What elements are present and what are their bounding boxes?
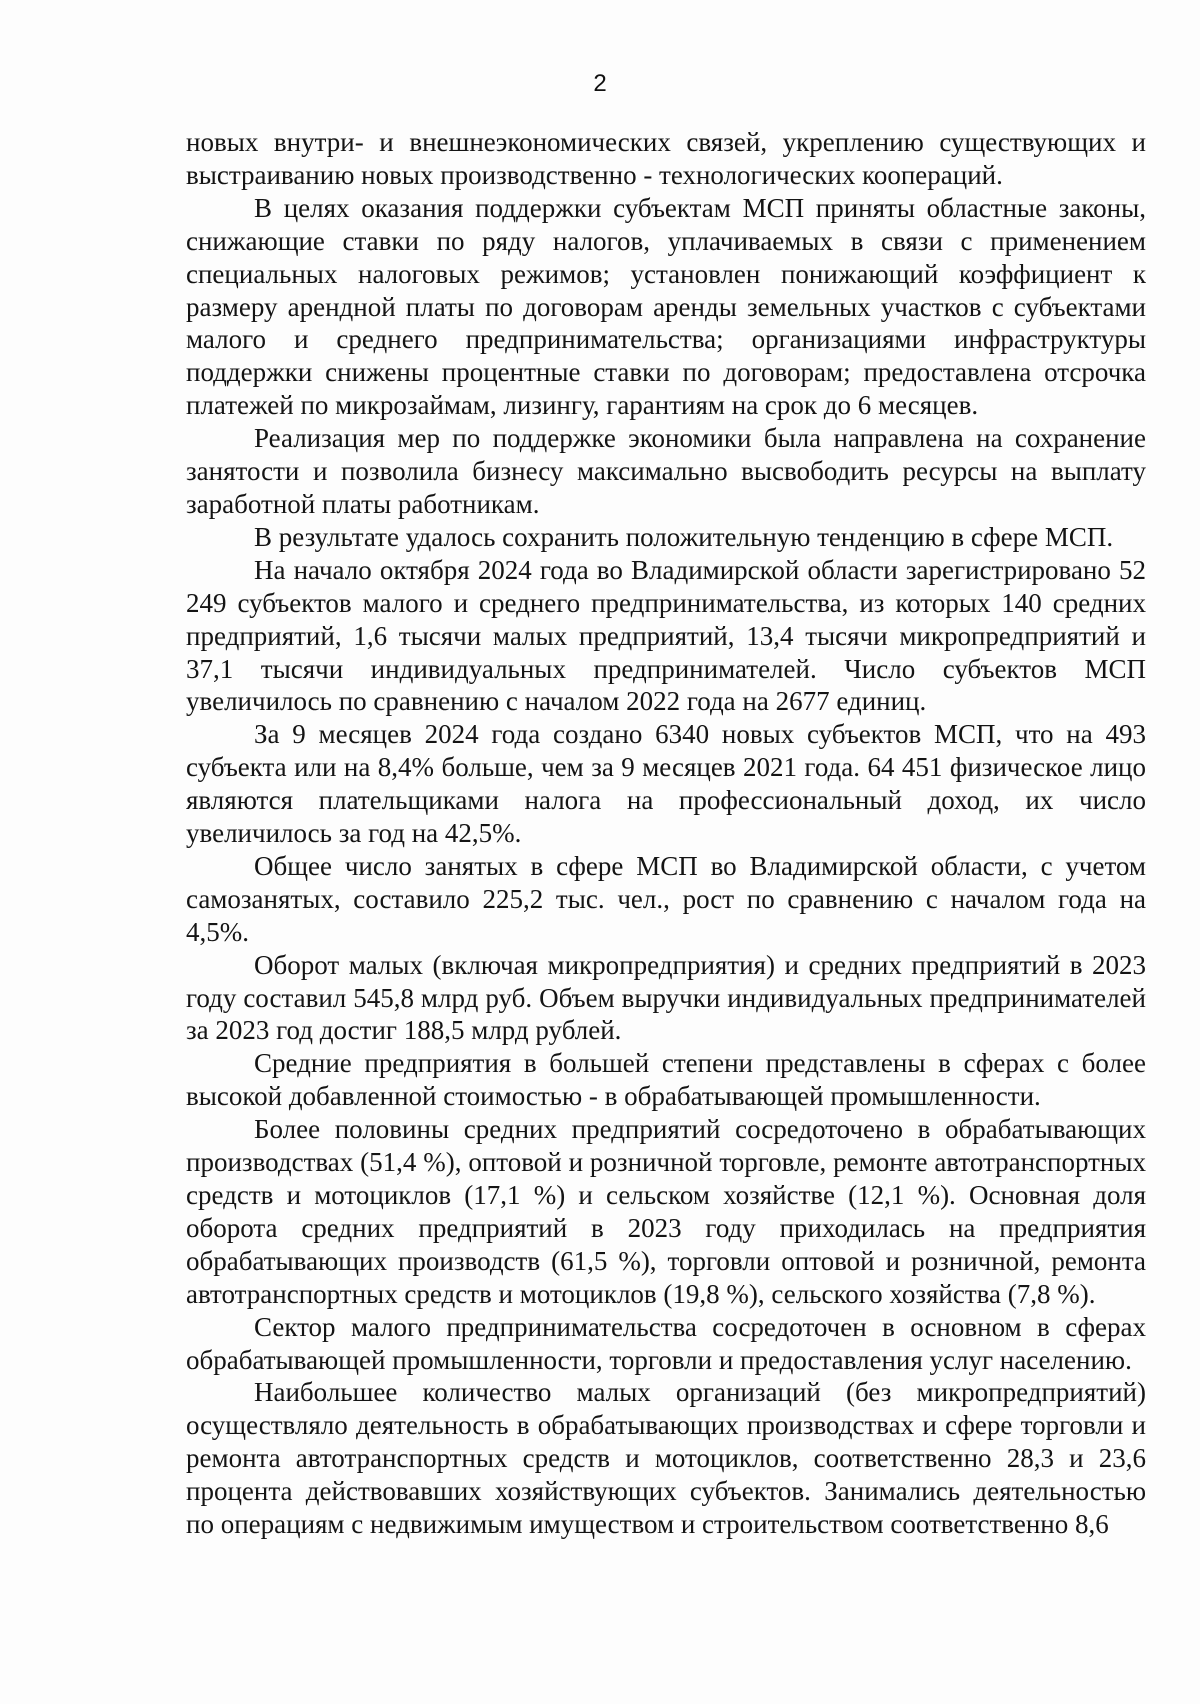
paragraph: Общее число занятых в сфере МСП во Владимирской области, с учетом самозанятых, составило 225,2 тыс. чел., рост по сравнению с началом года на 4,5%.	[186, 850, 1146, 947]
paragraph: новых внутри- и внешнеэкономических связей, укреплению существующих и выстраиванию новых производственно - технологических коопераций.	[186, 127, 1146, 190]
paragraph: На начало октября 2024 года во Владимирской области зарегистрировано 52 249 субъектов малого и среднего предпринимательства, из которых 140 средних предприятий, 1,6 тысячи малых предприятий, 13,4 тысячи микропредприятий и 37,1 тысячи индивидуальных предпринимателей. Число субъектов МСП увеличилось по сравнению с началом 2022 года на 2677 единиц.	[186, 554, 1146, 717]
paragraph: В целях оказания поддержки субъектам МСП приняты областные законы, снижающие ставки по ряду налогов, уплачиваемых в связи с применением специальных налоговых режимов; установлен понижающий коэффициент к размеру арендной платы по договорам аренды земельных участков с субъектами малого и среднего предпринимательства; организациями инфраструктуры поддержки снижены процентные ставки по договорам; предоставлена отсрочка платежей по микрозаймам, лизингу, гарантиям на срок до 6 месяцев.	[186, 192, 1146, 421]
paragraph: Средние предприятия в большей степени представлены в сферах с более высокой добавленной стоимостью - в обрабатывающей промышленности.	[186, 1048, 1146, 1112]
document-body	[186, 126, 1146, 1541]
paragraph: Реализация мер по поддержке экономики была направлена на сохранение занятости и позволила бизнесу максимально высвободить ресурсы на выплату заработной платы работникам.	[186, 423, 1146, 519]
paragraph: Сектор малого предпринимательства сосредоточен в основном в сферах обрабатывающей промышленности, торговли и предоставления услуг населению.	[186, 1311, 1146, 1375]
paragraph: Более половины средних предприятий сосредоточено в обрабатывающих производствах (51,4 %), оптовой и розничной торговле, ремонте автотранспортных средств и мотоциклов (17,1 %) и сельском хозяйстве (12,1 %). Основная доля оборота средних предприятий в 2023 году приходилась на предприятия обрабатывающих производств (61,5 %), торговли оптовой и розничной, ремонта автотранспортных средств и мотоциклов (19,8 %), сельского хозяйства (7,8 %).	[186, 1114, 1146, 1309]
paragraph: В результате удалось сохранить положительную тенденцию в сфере МСП.	[254, 521, 1114, 552]
page-number: 2	[593, 70, 607, 97]
paragraph: За 9 месяцев 2024 года создано 6340 новых субъектов МСП, что на 493 субъекта или на 8,4% больше, чем за 9 месяцев 2021 года. 64 451 физическое лицо являются плательщиками налога на профессиональный доход, их число увеличилось за год на 42,5%.	[186, 719, 1146, 849]
paragraph: Оборот малых (включая микропредприятия) и средних предприятий в 2023 году составил 545,8 млрд руб. Объем выручки индивидуальных предпринимателей за 2023 год достиг 188,5 млрд рублей.	[186, 949, 1146, 1046]
paragraph: Наибольшее количество малых организаций (без микропредприятий) осуществляло деятельность в обрабатывающих производствах и сфере торговли и ремонта автотранспортных средств и мотоциклов, соответственно 28,3 и 23,6 процента действовавших хозяйствующих субъектов. Занимались деятельностью по операциям с недвижимым имуществом и строительством соответственно 8,6	[186, 1377, 1146, 1540]
